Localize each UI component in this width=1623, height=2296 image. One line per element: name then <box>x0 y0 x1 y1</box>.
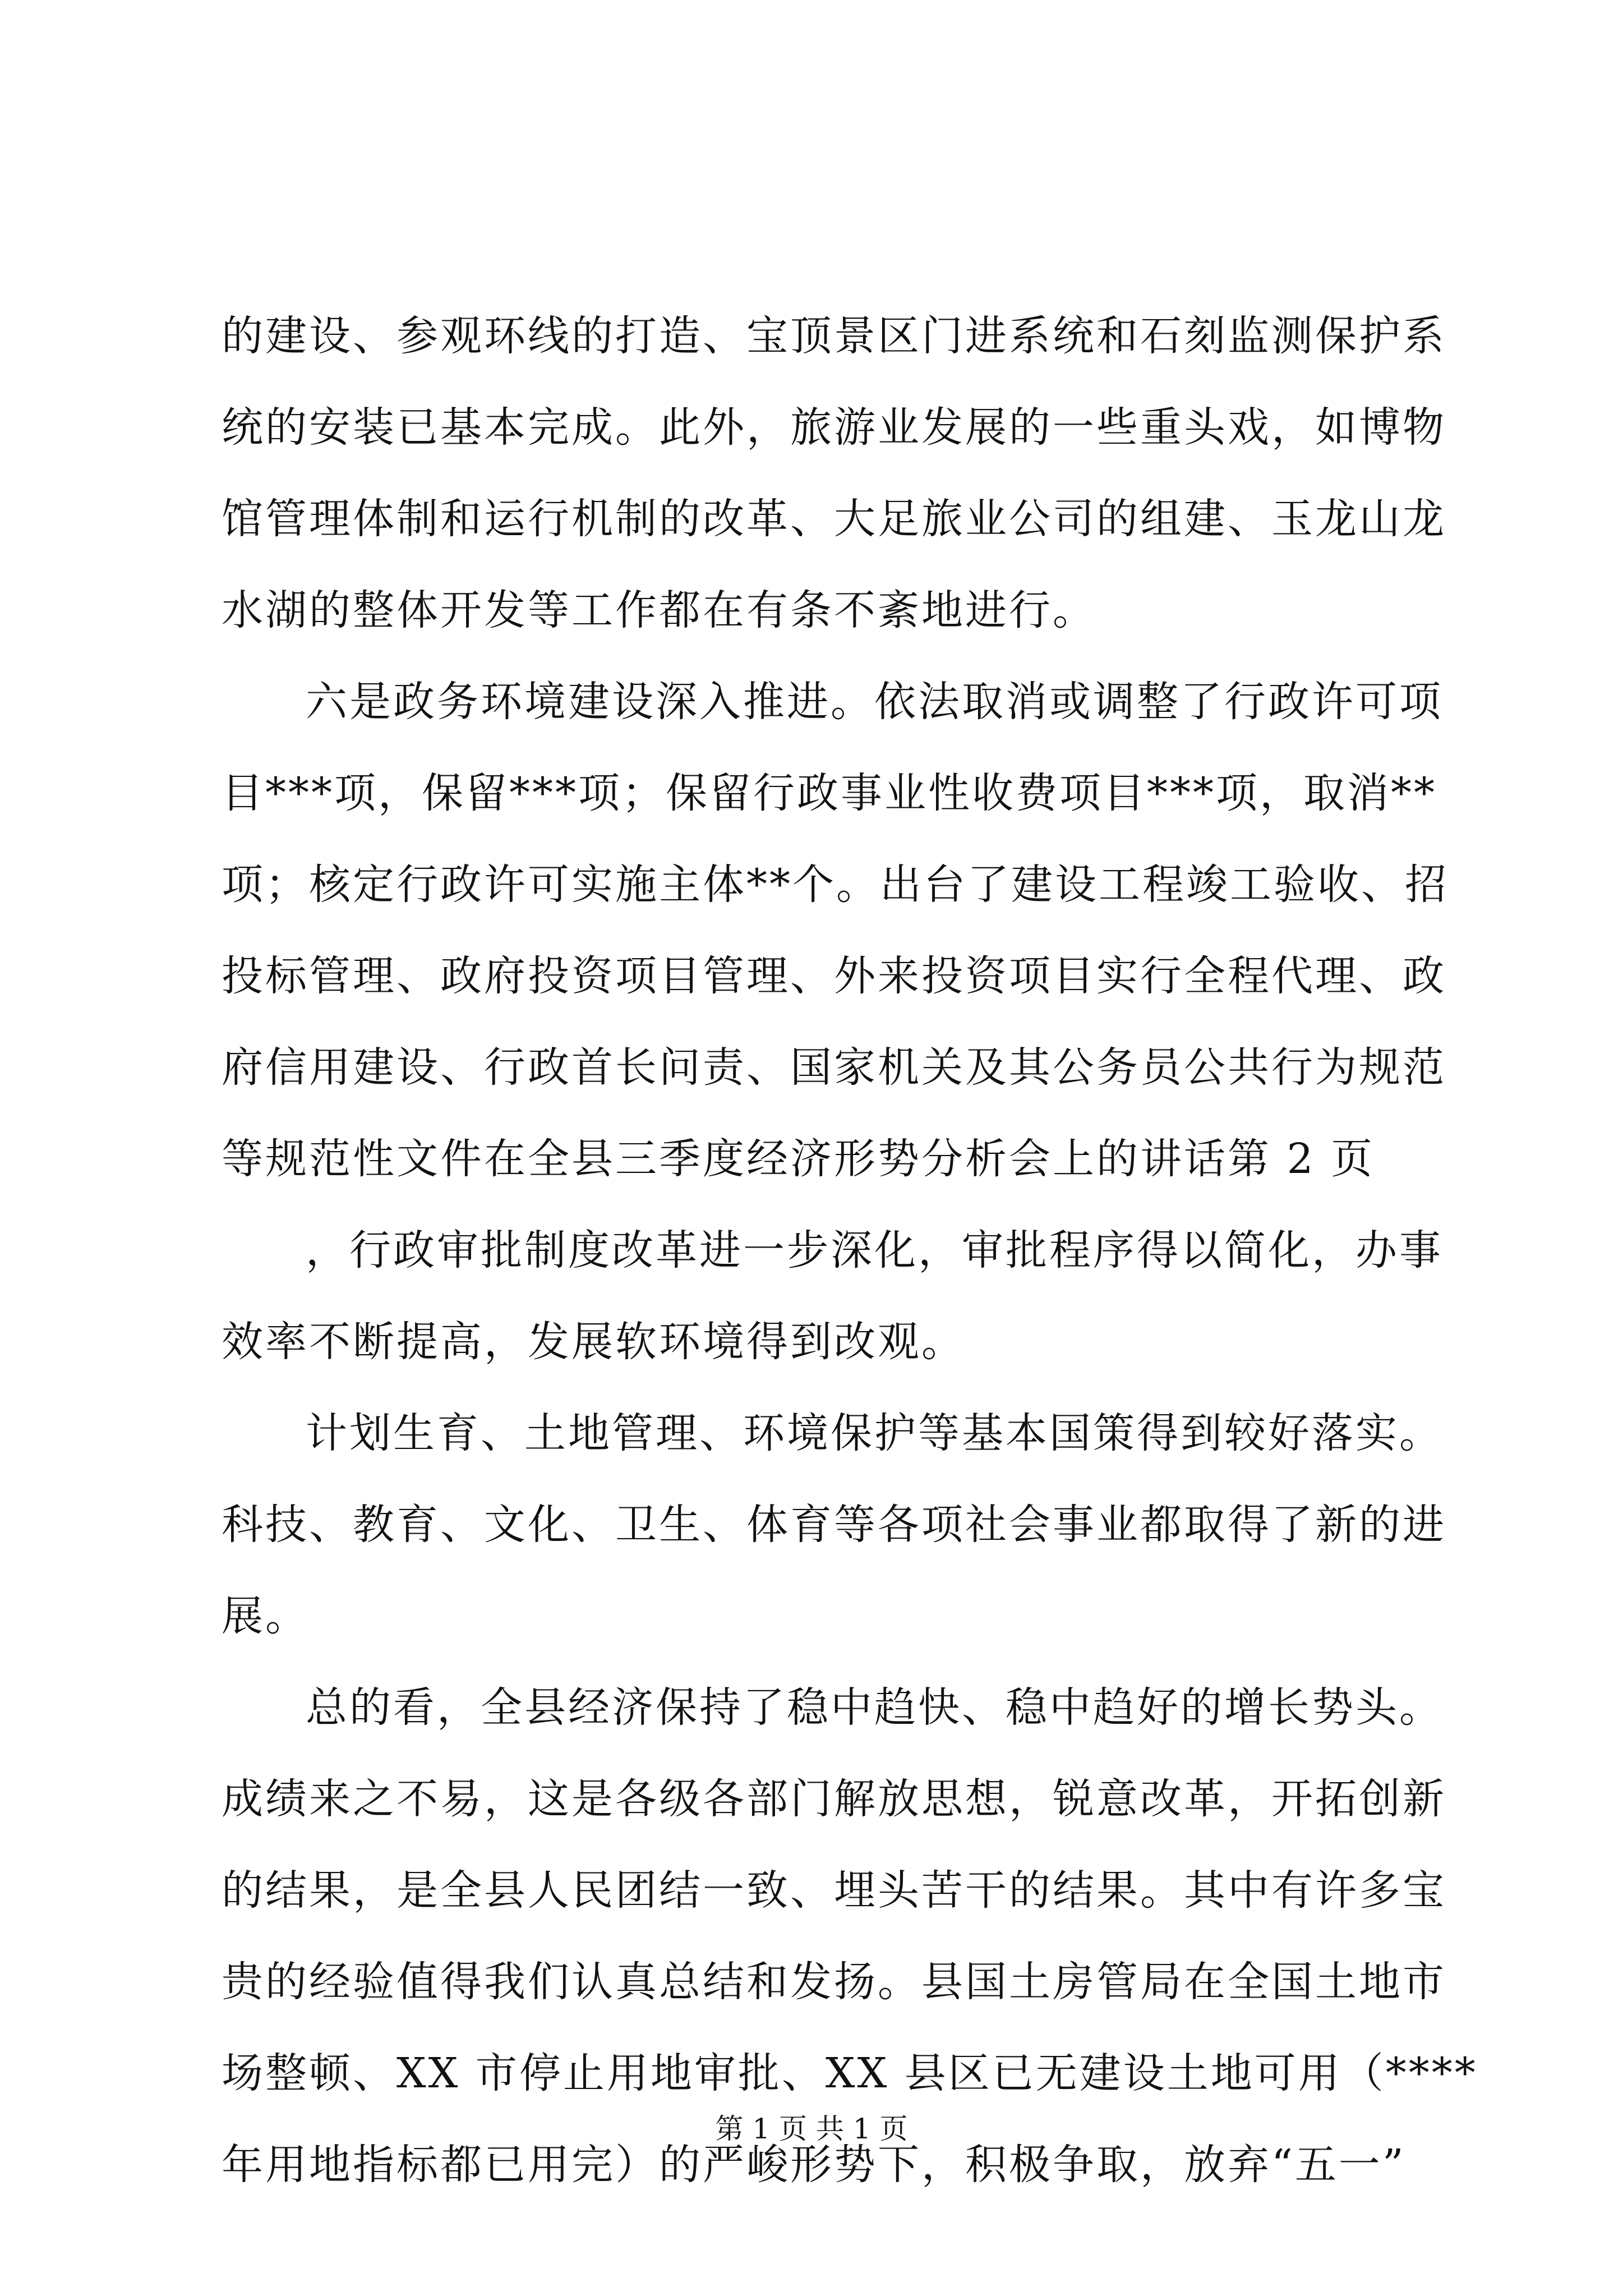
text-line: 场整顿、XX 市停止用地审批、XX 县区已无建设土地可用（**** <box>222 2049 1478 2097</box>
text-line: 目***项，保留***项；保留行政事业性收费项目***项，取消** <box>222 769 1437 817</box>
document-body <box>222 291 1478 2211</box>
text-line: 六是政务环境建设深入推进。依法取消或调整了行政许可项 <box>306 678 1443 726</box>
text-line: 统的安装已基本完成。此外，旅游业发展的一些重头戏，如博物 <box>222 403 1446 452</box>
text-line: 贵的经验值得我们认真总结和发扬。县国土房管局在全国土地市 <box>222 1958 1446 2006</box>
text-line: 府信用建设、行政首长问责、国家机关及其公务员公共行为规范 <box>222 1043 1446 1092</box>
text-line: 展。 <box>222 1592 309 1640</box>
text-line: 计划生育、土地管理、环境保护等基本国策得到较好落实。 <box>306 1409 1443 1457</box>
page-footer: 第 1 页 共 1 页 <box>715 2113 908 2145</box>
text-line: 投标管理、政府投资项目管理、外来投资项目实行全程代理、政 <box>222 952 1446 1000</box>
text-line: 馆管理体制和运行机制的改革、大足旅业公司的组建、玉龙山龙 <box>222 495 1446 543</box>
text-line: ，行政审批制度改革进一步深化，审批程序得以简化，办事 <box>306 1226 1443 1274</box>
text-line: 水湖的整体开发等工作都在有条不紊地进行。 <box>222 586 1096 634</box>
text-line: 年用地指标都已用完）的严峻形势下，积极争取，放弃“五一” <box>222 2141 1406 2189</box>
text-line: 等规范性文件在全县三季度经济形势分析会上的讲话第 2 页 <box>222 1135 1375 1183</box>
text-line: 成绩来之不易，这是各级各部门解放思想，锐意改革，开拓创新 <box>222 1775 1446 1823</box>
text-line: 项；核定行政许可实施主体**个。出台了建设工程竣工验收、招 <box>222 861 1449 909</box>
text-line: 总的看，全县经济保持了稳中趋快、稳中趋好的增长势头。 <box>306 1683 1443 1732</box>
text-line: 科技、教育、文化、卫生、体育等各项社会事业都取得了新的进 <box>222 1501 1446 1549</box>
text-line: 的结果，是全县人民团结一致、埋头苦干的结果。其中有许多宝 <box>222 1866 1446 1915</box>
text-line: 效率不断提高，发展软环境得到改观。 <box>222 1318 965 1366</box>
text-line: 的建设、参观环线的打造、宝顶景区门进系统和石刻监测保护系 <box>222 312 1446 360</box>
